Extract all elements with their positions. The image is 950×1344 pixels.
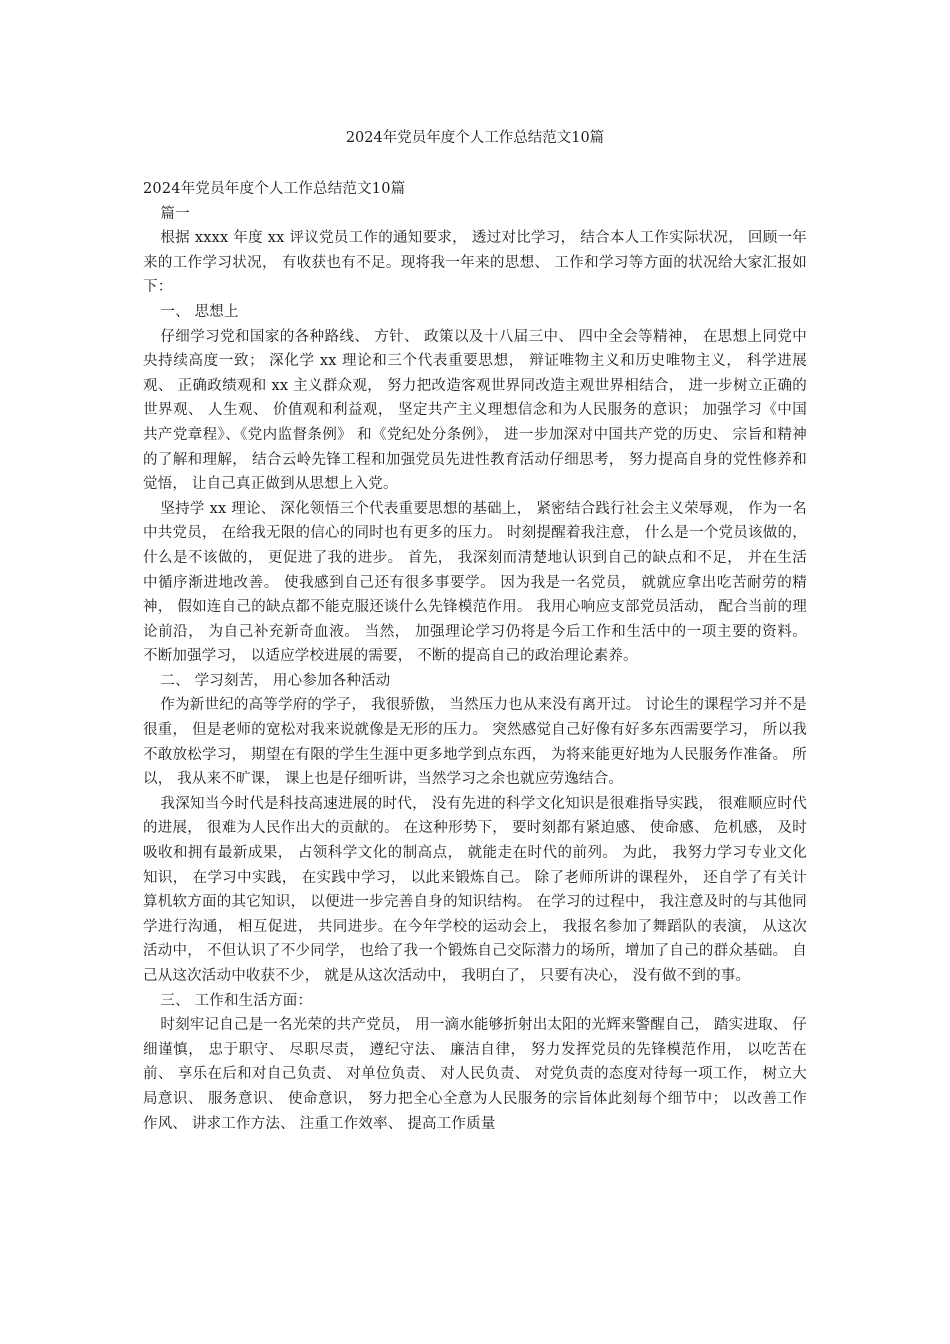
heading-study: 二、 学习刻苦， 用心参加各种活动 [160, 672, 391, 689]
section-label: 篇一 [160, 205, 190, 222]
document-subtitle: 2024年党员年度个人工作总结范文10篇 [143, 181, 406, 197]
paragraph-thought-2: 坚持学 xx 理论、 深化领悟三个代表重要思想的基础上， 紧密结合践行社会主义荣辱观， 作为一名中共党员， 在给我无限的信心的同时也有更多的压力。 时刻提醒着我注意， 什么是一个党员该做的， 什么是不该做的， 更促进了我的进步。 首先， 我深刻而清楚地认识到自己的缺点和不足， 并在生活中循序渐进地改善。 使我感到自己还有很多事要学。 因为我是一名党员， 就就应拿出吃苦耐劳的精神， 假如连自己的缺点都不能克服还谈什么先锋模范作用。 我用心响应支部党员活动， 配合当前的理论前沿， 为自己补充新奇血液。 当然， 加强理论学习仍将是今后工作和生活中的一项主要的资料。 不断加强学习， 以适应学校进展的需要， 不断的提高自己的政治理论素养。 [143, 500, 807, 665]
paragraph-study-2: 我深知当今时代是科技高速进展的时代， 没有先进的科学文化知识是很难指导实践， 很难顺应时代的进展， 很难为人民作出大的贡献的。 在这种形势下， 要时刻都有紧迫感、 使命感、 危机感， 及时吸收和拥有最新成果， 占领科学文化的制高点， 就能走在时代的前列。 为此， 我努力学习专业文化知识， 在学习中实践， 在实践中学习， 以此来锻炼自己。 除了老师所讲的课程外， 还自学了有关计算机软方面的其它知识， 以便进一步完善自身的知识结构。 在学习的过程中， 我注意及时的与其他同学进行沟通， 相互促进， 共同进步。在今年学校的运动会上， 我报名参加了舞蹈队的表演， 从这次活动中， 不但认识了不少同学， 也给了我一个锻炼自己交际潜力的场所，增加了自己的群众基础。 自己从这次活动中收获不少， 就是从这次活动中， 我明白了， 只要有决心， 没有做不到的事。 [143, 795, 807, 984]
heading-thought: 一、 思想上 [160, 303, 239, 320]
heading-work-life: 三、 工作和生活方面： [160, 992, 313, 1009]
document-body [143, 177, 807, 1136]
paragraph-thought-1: 仔细学习党和国家的各种路线、 方针、 政策以及十八届三中、 四中全会等精神， 在思想上同党中央持续高度一致； 深化学 xx 理论和三个代表重要思想， 辩证唯物主义和历史唯物主义， 科学进展观、 正确政绩观和 xx 主义群众观， 努力把改造客观世界同改造主观世界相结合， 进一步树立正确的世界观、 人生观、 价值观和利益观， 坚定共产主义理想信念和为人民服务的意识； 加强学习《中国共产党章程》、《党内监督条例》 和《党纪处分条例》， 进一步加深对中国共产党的历史、 宗旨和精神的了解和理解， 结合云岭先锋工程和加强党员先进性教育活动仔细思考， 努力提高自身的党性修养和觉悟， 让自己真正做到从思想上入党。 [143, 328, 807, 493]
paragraph-study-1: 作为新世纪的高等学府的学子， 我很骄傲， 当然压力也从来没有离开过。 讨论生的课程学习并不是很重， 但是老师的宽松对我来说就像是无形的压力。 突然感觉自己好像有好多东西需要学习， 所以我不敢放松学习， 期望在有限的学生生涯中更多地学到点东西， 为将来能更好地为人民服务作准备。 所以， 我从来不旷课， 课上也是仔细听讲，当然学习之余也就应劳逸结合。 [143, 697, 807, 788]
intro-paragraph: 根据 xxxx 年度 xx 评议党员工作的通知要求， 透过对比学习， 结合本人工作实际状况， 回顾一年来的工作学习状况， 有收获也有不足。现将我一年来的思想、 工作和学习等方面的状况给大家汇报如下： [143, 230, 807, 296]
document-title: 2024年党员年度个人工作总结范文10篇 [345, 130, 605, 146]
paragraph-work-life-1: 时刻牢记自己是一名光荣的共产党员， 用一滴水能够折射出太阳的光辉来警醒自己， 踏实进取、 仔细谨慎， 忠于职守、 尽职尽责， 遵纪守法、 廉洁自律， 努力发挥党员的先锋模范作用， 以吃苦在前、 享乐在后和对自己负责、 对单位负责、 对人民负责、 对党负责的态度对待每一项工作， 树立大局意识、 服务意识、 使命意识， 努力把全心全意为人民服务的宗旨体此刻每个细节中； 以改善工作作风、 讲求工作方法、 注重工作效率、 提高工作质量 [143, 1017, 807, 1132]
